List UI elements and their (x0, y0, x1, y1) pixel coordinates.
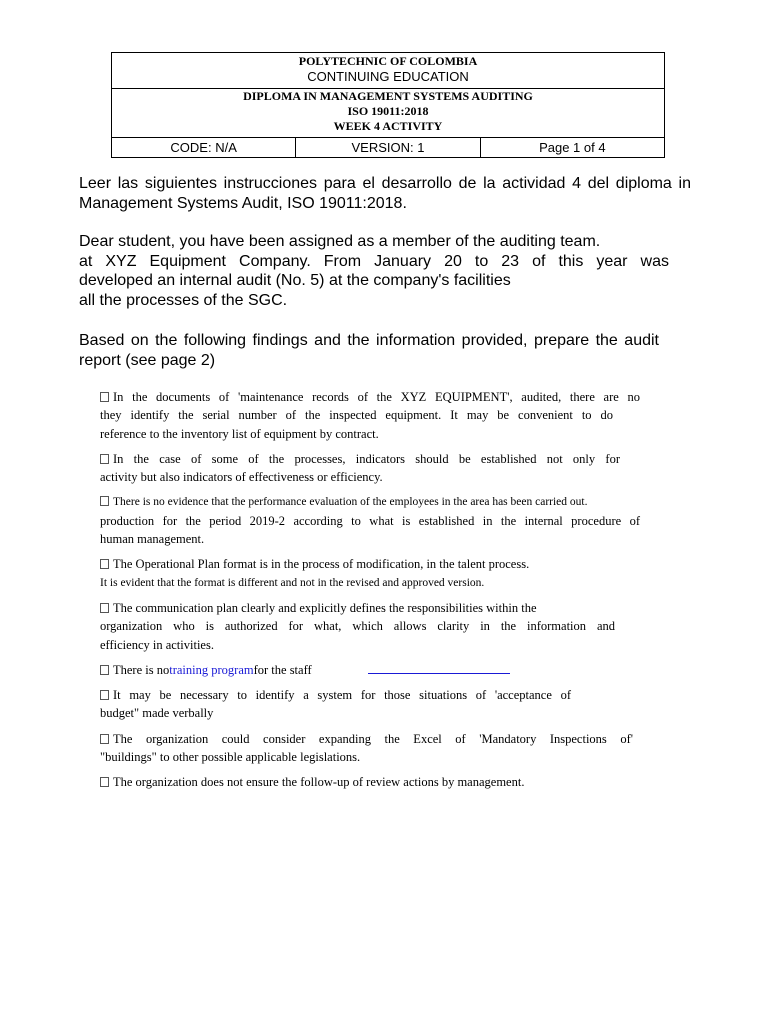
checkbox-glyph-icon (100, 665, 109, 675)
department-name: CONTINUING EDUCATION (307, 69, 469, 84)
finding-item: The communication plan clearly and explicitly defines the responsibilities within the organization who is authorized for what, which allows clarity in the information and efficiency in activities. (100, 600, 615, 652)
code-cell: CODE: N/A (112, 138, 296, 158)
finding-item: The organization could consider expanding the Excel of 'Mandatory Inspections of' "buildings" to other possible applicable legislations. (100, 731, 633, 765)
checkbox-glyph-icon (100, 392, 109, 402)
program-title: DIPLOMA IN MANAGEMENT SYSTEMS AUDITING (243, 89, 533, 103)
finding-item: There is no evidence that the performance evaluation of the employees in the area has been carried out. production for the period 2019-2 according to what is established in the internal procedure of human management. (100, 496, 640, 547)
training-program-link[interactable]: training program (169, 662, 254, 677)
finding-item: In the case of some of the processes, indicators should be established not only for activity but also indicators of effectiveness or efficiency. (100, 451, 620, 485)
finding-item: In the documents of 'maintenance records of the XYZ EQUIPMENT', audited, there are no they identify the serial number of the inspected equipment. It may be convenient to do reference to the inventory list of equipment by contract. (100, 390, 640, 441)
finding-item: It may be necessary to identify a system for those situations of 'acceptance of budget" made verbally (100, 688, 571, 721)
standard-title: ISO 19011:2018 (347, 104, 429, 118)
finding-item: The organization does not ensure the follow-up of review actions by management. (100, 773, 640, 791)
finding-item: The Operational Plan format is in the process of modification, in the talent process. It is evident that the format is different and not in the revised and approved version. (100, 557, 530, 589)
assignment-paragraph (79, 232, 669, 310)
findings-list (100, 388, 640, 799)
page-number-cell: Page 1 of 4 (480, 138, 664, 158)
checkbox-glyph-icon (100, 496, 109, 506)
checkbox-glyph-icon (100, 777, 109, 787)
document-header-table (111, 52, 665, 158)
assignment-line: all the processes of the SGC. (79, 291, 288, 309)
checkbox-glyph-icon (100, 454, 109, 464)
underline-rule (368, 661, 510, 674)
checkbox-glyph-icon (100, 734, 109, 744)
checkbox-glyph-icon (100, 559, 109, 569)
assignment-line: at XYZ Equipment Company. From January 20 to 23 of this year was (79, 252, 669, 270)
finding-item: There is notraining programfor the staff (100, 661, 640, 679)
institution-name: POLYTECHNIC OF COLOMBIA (298, 54, 478, 68)
assignment-line: Dear student, you have been assigned as a member of the auditing team. (79, 233, 601, 250)
instructions-paragraph: Leer las siguientes instrucciones para el desarrollo de la actividad 4 del diploma in Management Systems Audit, ISO 19011:2018. (79, 175, 691, 212)
header-institution-cell (112, 53, 665, 89)
header-program-cell (112, 89, 665, 138)
task-paragraph: Based on the following findings and the information provided, prepare the audit report (see page 2) (79, 332, 659, 369)
checkbox-glyph-icon (100, 690, 109, 700)
activity-title: WEEK 4 ACTIVITY (333, 119, 443, 133)
assignment-line: developed an internal audit (No. 5) at the company's facilities (79, 272, 511, 290)
version-cell: VERSION: 1 (296, 138, 480, 158)
checkbox-glyph-icon (100, 603, 109, 613)
